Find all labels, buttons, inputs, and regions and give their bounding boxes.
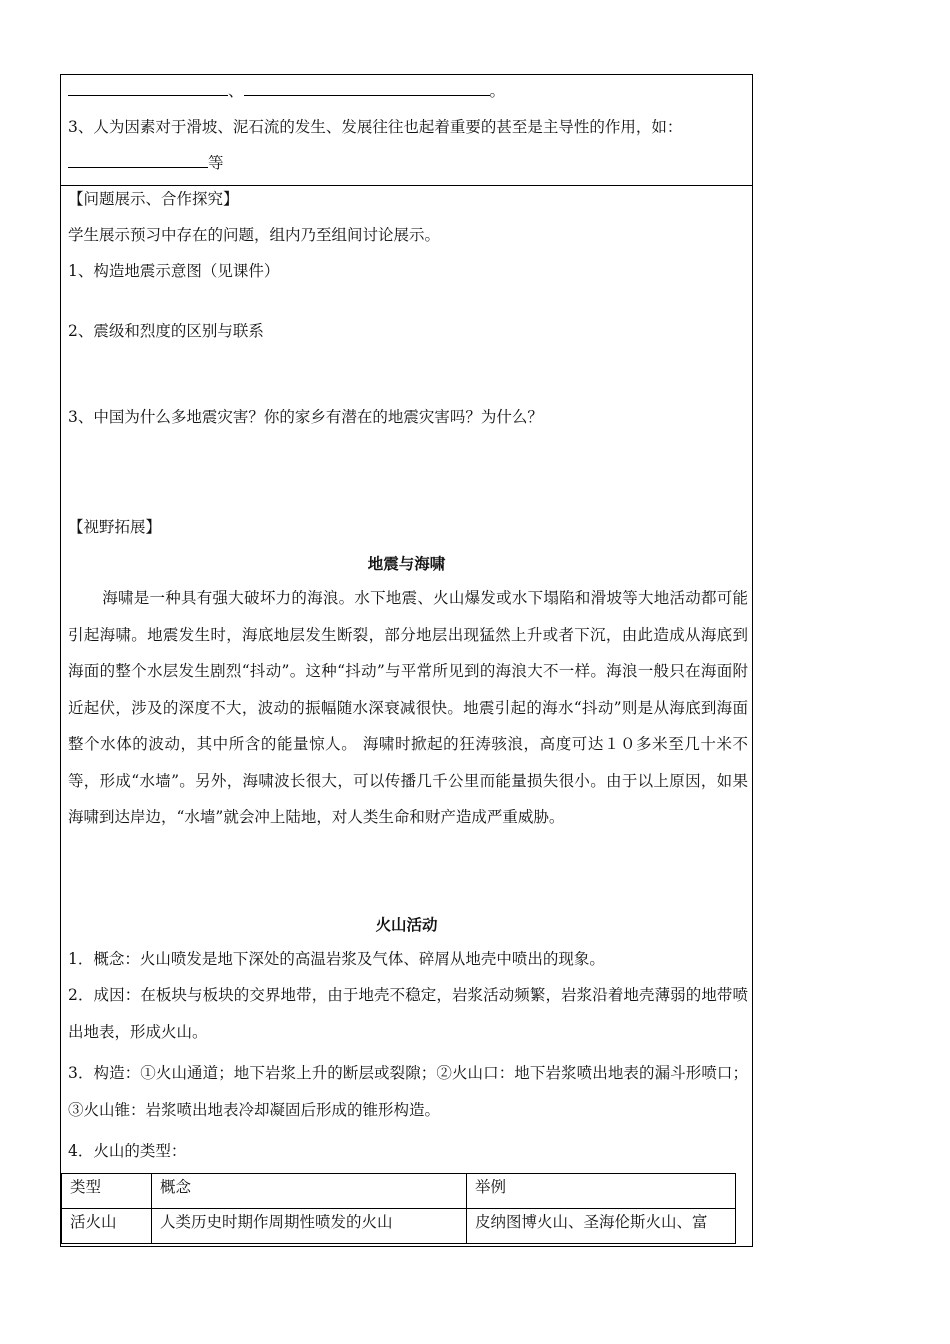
table-cell: 活火山 bbox=[62, 1209, 152, 1244]
volcano-point-3: 3．构造：①火山通道；地下岩浆上升的断层或裂隙；②火山口：地下岩浆喷出地表的漏斗形喷口；③火山锥：岩浆喷出地表冷却凝固后形成的锥形构造。 bbox=[68, 1064, 748, 1119]
table-header: 举例 bbox=[467, 1174, 736, 1209]
table-row bbox=[62, 1209, 736, 1244]
blank-field[interactable] bbox=[244, 79, 490, 96]
fill-line-2: 等 bbox=[68, 151, 224, 173]
section-divider bbox=[61, 185, 752, 186]
fill-line-1: 、 。 bbox=[68, 79, 505, 101]
volcano-point-4: 4．火山的类型： bbox=[68, 1142, 187, 1160]
discussion-intro: 学生展示预习中存在的问题，组内乃至组间讨论展示。 bbox=[68, 226, 441, 244]
blank-field[interactable] bbox=[68, 79, 228, 96]
table-header: 概念 bbox=[152, 1174, 467, 1209]
table-cell: 皮纳图博火山、圣海伦斯火山、富 bbox=[467, 1209, 736, 1244]
table-cell: 人类历史时期作周期性喷发的火山 bbox=[152, 1209, 467, 1244]
worksheet-frame bbox=[60, 74, 753, 1247]
question-2: 2、震级和烈度的区别与联系 bbox=[68, 322, 264, 340]
question-1: 1、构造地震示意图（见课件） bbox=[68, 262, 280, 280]
question-3: 3、中国为什么多地震灾害？你的家乡有潜在的地震灾害吗？为什么？ bbox=[68, 408, 543, 426]
volcano-point-2: 2．成因：在板块与板块的交界地带，由于地壳不稳定，岩浆活动频繁，岩浆沿着地壳薄弱的地带喷出地表，形成火山。 bbox=[68, 986, 748, 1041]
table-header-row bbox=[62, 1174, 736, 1209]
item-3-text: 3、人为因素对于滑坡、泥石流的发生、发展往往也起着重要的甚至是主导性的作用，如： bbox=[68, 118, 683, 136]
blank-field[interactable] bbox=[68, 151, 208, 168]
volcano-point-1: 1．概念：火山喷发是地下深处的高温岩浆及气体、碎屑从地壳中喷出的现象。 bbox=[68, 950, 605, 968]
table-header: 类型 bbox=[62, 1174, 152, 1209]
volcano-title: 火山活动 bbox=[375, 916, 438, 934]
tsunami-title: 地震与海啸 bbox=[367, 555, 446, 573]
tsunami-paragraph: 海啸是一种具有强大破坏力的海浪。水下地震、火山爆发或水下塌陷和滑坡等大地活动都可能引起海啸。地震发生时，海底地层发生断裂，部分地层出现猛然上升或者下沉，由此造成从海底到海面的整个水层发生剧烈“抖动”。这种“抖动”与平常所见到的海浪大不一样。海浪一般只在海面附近起伏，涉及的深度不大，波动的振幅随水深衰减很快。地震引起的海水“抖动”则是从海底到海面整个水体的波动，其中所含的能量惊人。 海啸时掀起的狂涛骇浪，高度可达１０多米至几十米不等，形成“水墙”。另外，海啸波长很大，可以传播几千公里而能量损失很小。由于以上原因，如果海啸到达岸边，“水墙”就会冲上陆地，对人类生命和财产造成严重威胁。 bbox=[68, 589, 748, 826]
section-heading: 【视野拓展】 bbox=[68, 518, 162, 536]
section-heading: 【问题展示、合作探究】 bbox=[68, 190, 239, 208]
volcano-type-table bbox=[61, 1173, 736, 1244]
